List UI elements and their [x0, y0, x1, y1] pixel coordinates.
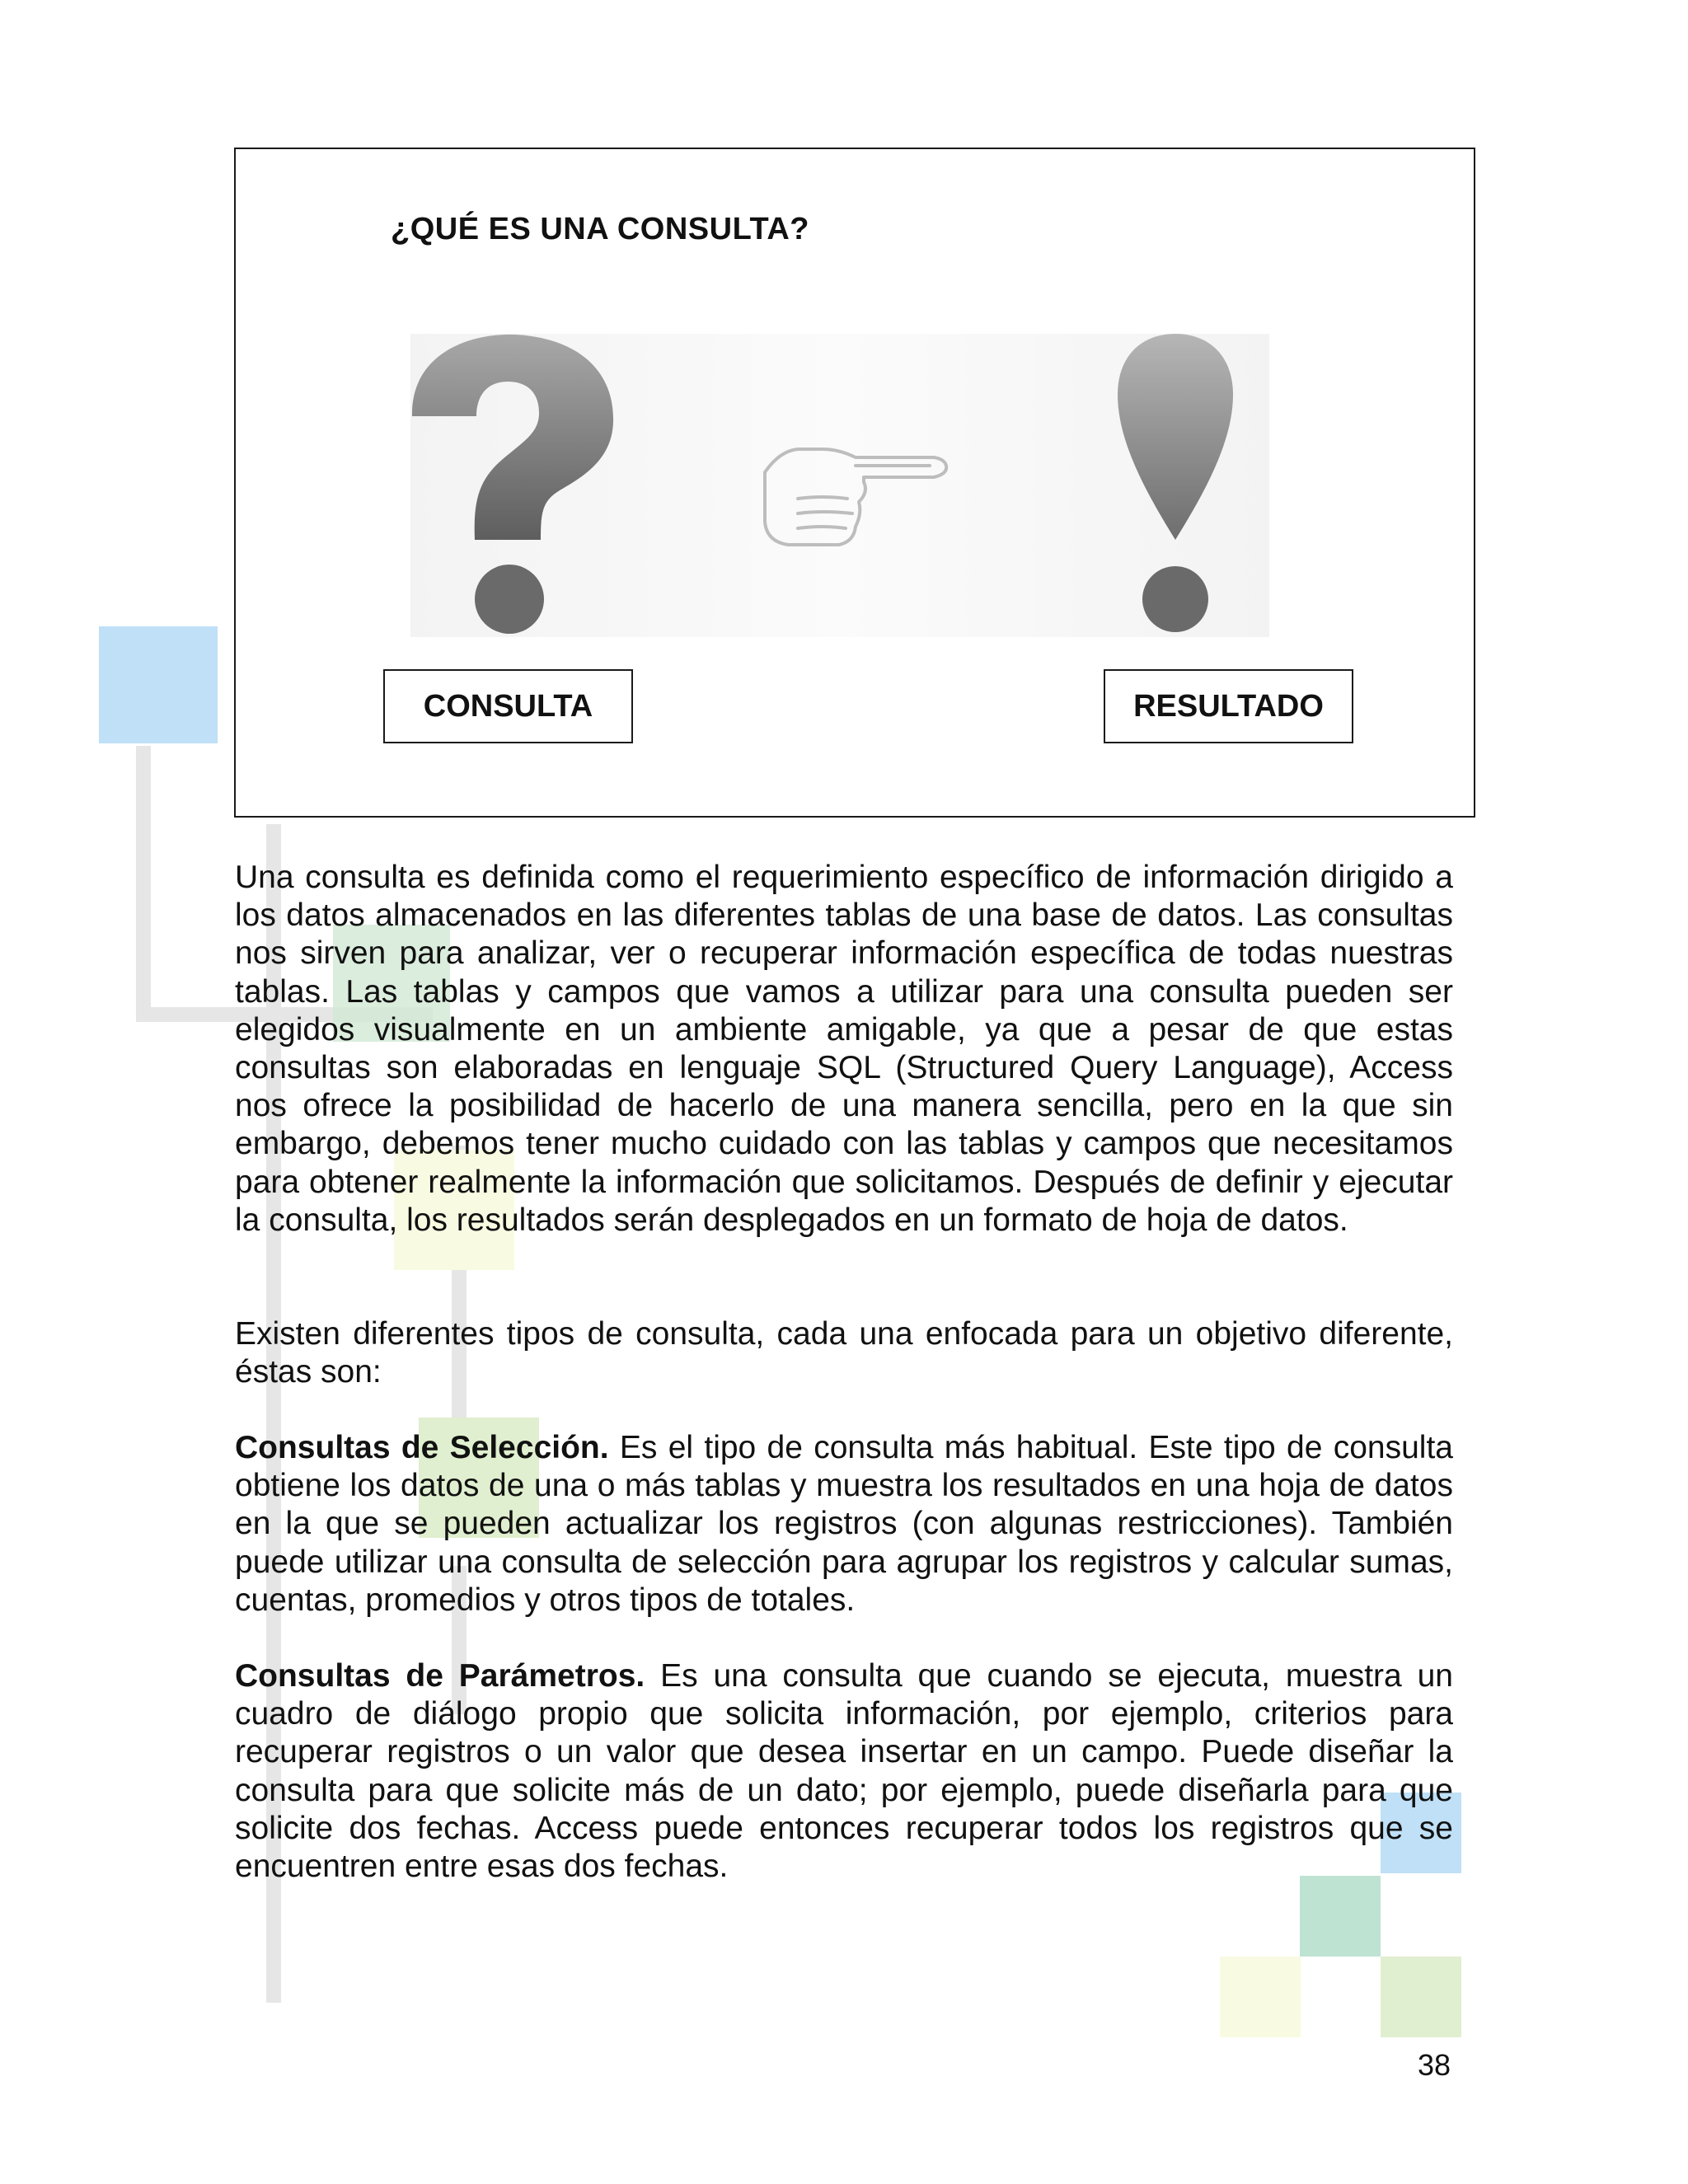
- figure-box: [234, 148, 1475, 818]
- text-seleccion: Es el tipo de consulta más habitual. Este tipo de consulta obtiene los datos de una o más tablas y muestra los resultados en una hoja de datos en la que se pueden actualizar los registros (con algunas restricciones). También puede utilizar una consulta de selección para agrupar los registros y calcular sumas, cuentas, promedios y otros tipos de totales.: [235, 1430, 1453, 1618]
- figure-title: ¿QUÉ ES UNA CONSULTA?: [391, 212, 810, 246]
- decor-square-teal: [1300, 1876, 1381, 1957]
- text-parametros: Es una consulta que cuando se ejecuta, muestra un cuadro de diálogo propio que solicita información, por ejemplo, criterios para recuperar registros o un valor que desea insertar en un campo. Puede diseñar la consulta para que solicite más de un dato; por ejemplo, puede diseñarla para que solicite dos fechas. Access puede entonces recuperar todos los registros que se encuentren entre esas dos fechas.: [235, 1658, 1453, 1885]
- decor-line: [136, 746, 151, 1022]
- paragraph-definition: Una consulta es definida como el requerimiento específico de información dirigido a los datos almacenados en las diferentes tablas de una base de datos. Las consultas nos sirven para analizar, ver o recuperar información específica de todas nuestras tablas. Las tablas y campos que vamos a utilizar para una consulta pueden ser elegidos visualmente en un ambiente amigable, ya que a pesar de que estas consultas son elaboradas en lenguaje SQL (Structured Query Language), Access nos ofrece la posibilidad de hacerlo de una manera sencilla, pero en la que sin embargo, debemos tener mucho cuidado con las tablas y campos que necesitamos para obtener realmente la información que solicitamos. Después de definir y ejecutar la consulta, los resultados serán desplegados en un formato de hoja de datos.: [235, 860, 1453, 1238]
- consulta-label: CONSULTA: [383, 669, 633, 743]
- paragraph-parametros: [235, 1657, 1453, 1886]
- decor-square-yellow: [1220, 1957, 1301, 2037]
- page-number: 38: [1418, 2048, 1451, 2082]
- paragraph-types-intro: Existen diferentes tipos de consulta, cada una enfocada para un objetivo diferente, éstas son:: [235, 1316, 1453, 1390]
- heading-parametros: Consultas de Parámetros.: [235, 1658, 645, 1694]
- resultado-label: RESULTADO: [1104, 669, 1353, 743]
- decor-square-blue: [99, 626, 218, 743]
- paragraph-seleccion: [235, 1429, 1453, 1619]
- figure-illustration: [410, 334, 1269, 637]
- heading-seleccion: Consultas de Selección.: [235, 1430, 609, 1465]
- decor-square-lightgreen: [1381, 1957, 1461, 2037]
